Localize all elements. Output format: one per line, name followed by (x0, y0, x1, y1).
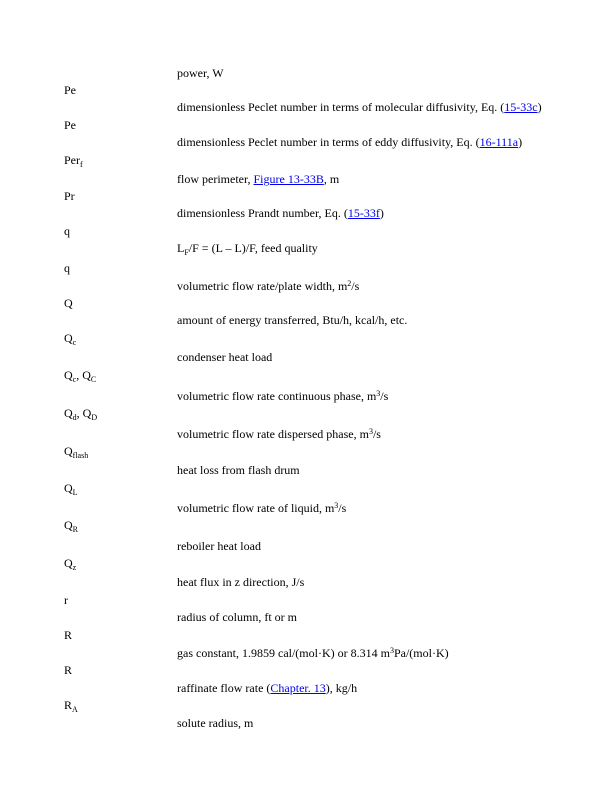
symbol: Pe (64, 83, 76, 97)
symbol: $Q_L$ (64, 481, 78, 497)
symbol: Pr (64, 189, 75, 203)
symbol: Q (64, 296, 73, 310)
equation-link[interactable]: 16-111a (479, 135, 519, 149)
definition: volumetric flow rate dispersed phase, $m^3/s$ (177, 427, 381, 441)
symbol: $Q_d$, $Q_D$ (64, 406, 98, 422)
definition: power, W (177, 66, 224, 80)
symbol: $Q_R$ (64, 518, 79, 534)
symbol: Per$_f$ (64, 153, 83, 169)
symbol: $Q_z$ (64, 556, 77, 572)
definition: raffinate flow rate (Chapter. 13), kg/h (177, 681, 358, 695)
definition: volumetric flow rate continuous phase, $m^3/s$ (177, 389, 389, 403)
symbol: R (64, 663, 73, 677)
symbol: q (64, 261, 70, 275)
definition: volumetric flow rate of liquid, $m^3/s$ (177, 501, 347, 515)
symbol: Pe (64, 118, 76, 132)
definition: flow perimeter, Figure 13-33B, m (177, 172, 340, 186)
symbol: q (64, 224, 70, 238)
symbol: r (64, 593, 68, 607)
equation-link[interactable]: 15-33c (504, 100, 538, 114)
definition: dimensionless Prandt number, Eq. (15-33f) (177, 206, 384, 220)
definition: reboiler heat load (177, 539, 261, 553)
figure-link[interactable]: Figure 13-33B (253, 172, 324, 186)
symbol: $Q_c$ (64, 331, 77, 347)
symbol: $Q_c$, $Q_C$ (64, 368, 97, 384)
definition: gas constant, 1.9859 cal/(mol·K) or 8.314 $m^3Pa/(mol\cdot K)$ (177, 646, 449, 660)
definition: $L_F/F = (L - L)/F$, feed quality (177, 241, 318, 257)
symbol: R (64, 628, 73, 642)
definition: volumetric flow rate/plate width, $m^2/s$ (177, 279, 360, 293)
definition: dimensionless Peclet number in terms of molecular diffusivity, Eq. (15-33c) (177, 100, 542, 114)
definition: dimensionless Peclet number in terms of eddy diffusivity, Eq. (16-111a) (177, 135, 523, 149)
chapter-link[interactable]: Chapter. 13 (270, 681, 326, 695)
equation-link[interactable]: 15-33f (347, 206, 380, 220)
definition: heat flux in z direction, J/s (177, 575, 305, 589)
definition: condenser heat load (177, 350, 273, 364)
symbol: $R_A$ (64, 698, 78, 714)
definition: amount of energy transferred, Btu/h, kcal/h, etc. (177, 313, 408, 327)
symbol: $Q_{flash}$ (64, 444, 89, 460)
definition: solute radius, m (177, 716, 254, 730)
definition: heat loss from flash drum (177, 463, 300, 477)
definition: radius of column, ft or m (177, 610, 297, 624)
